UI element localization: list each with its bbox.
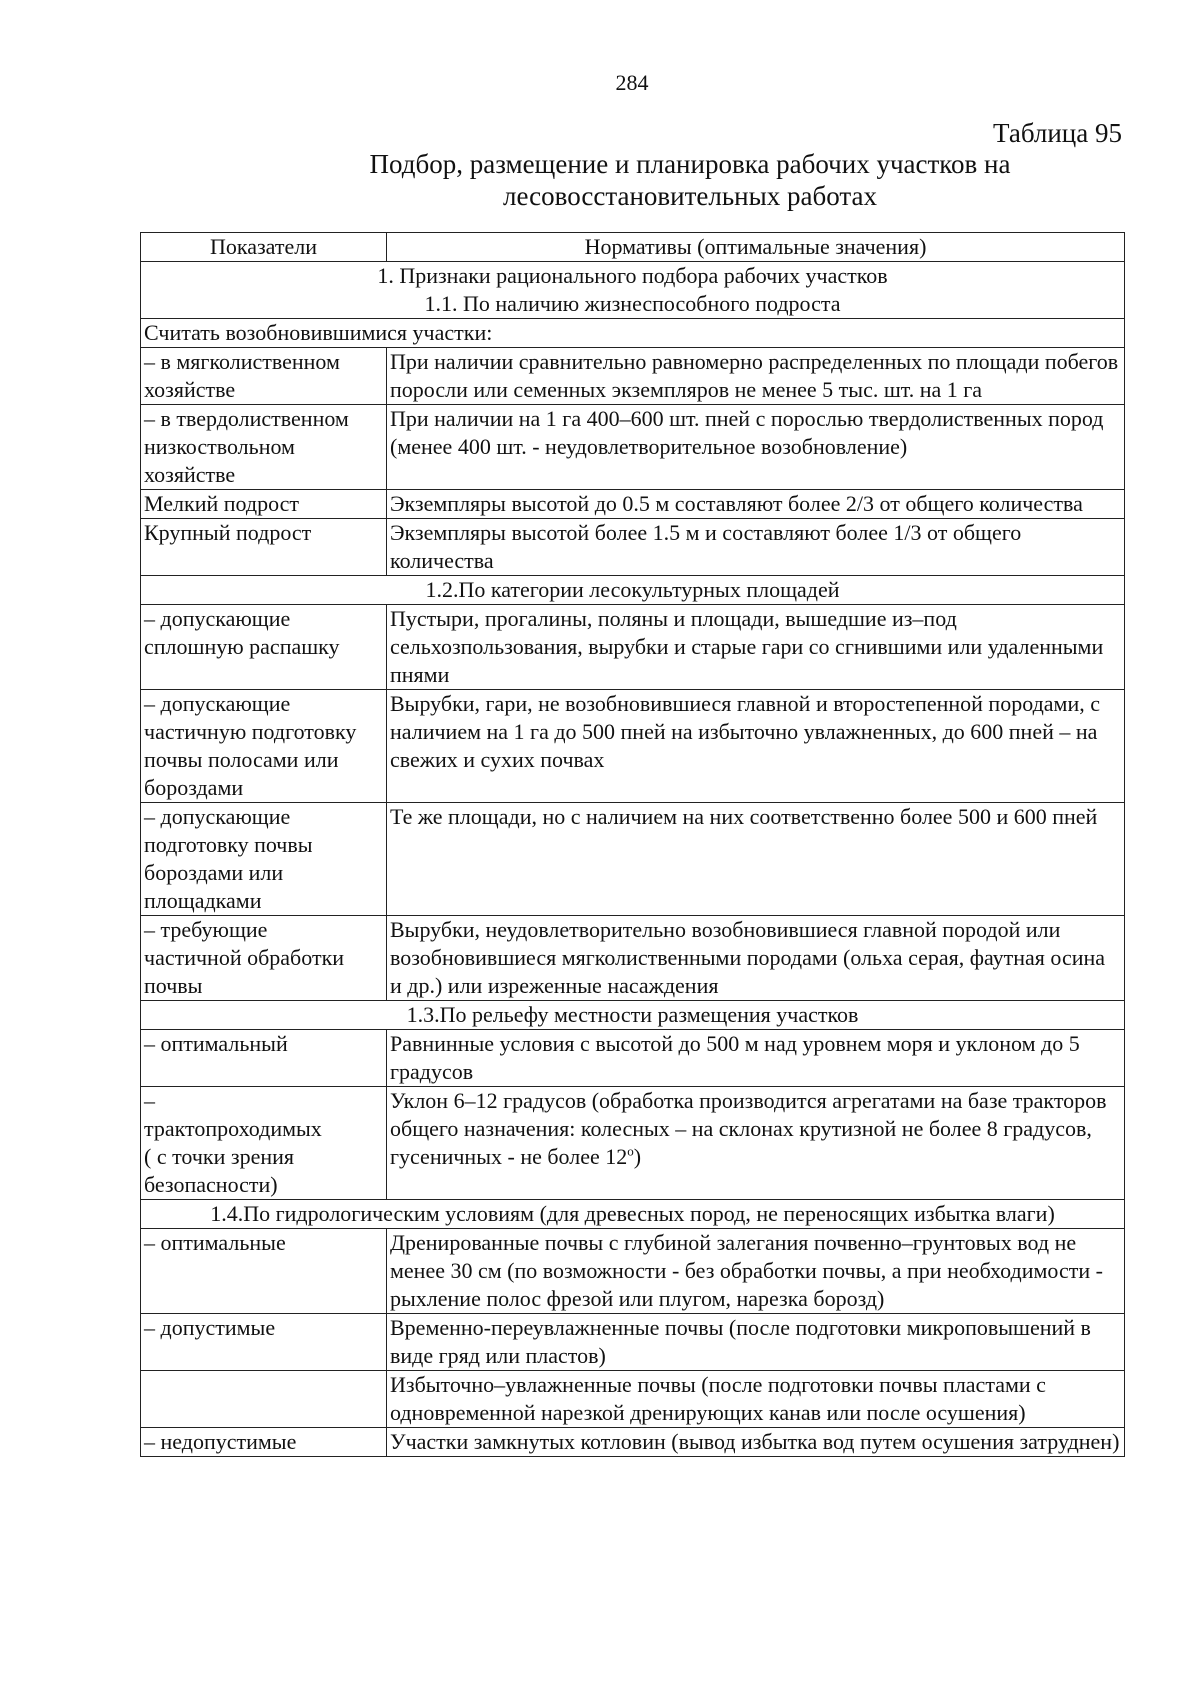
table-row — [141, 690, 1125, 803]
table-row — [141, 405, 1125, 490]
norm-cell: Пустыри, прогалины, поляны и площади, вышедшие из–под сельхозпользования, вырубки и старые гари со сгнившими или удаленными пнями — [387, 605, 1125, 690]
table-row — [141, 519, 1125, 576]
indicator-cell: – требующие частичной обработки почвы — [141, 916, 387, 1001]
table-row — [141, 1371, 1125, 1428]
table-row — [141, 1314, 1125, 1371]
section-title: 1.3.По рельефу местности размещения участков — [141, 1001, 1125, 1030]
page-number: 284 — [615, 70, 649, 95]
indicator-cell: – допускающие подготовку почвы бороздами или площадками — [141, 803, 387, 916]
section-header-row — [141, 262, 1125, 319]
indicator-cell: – в мягколиственном хозяйстве — [141, 348, 387, 405]
header-indicators: Показатели — [141, 233, 387, 262]
table-row — [141, 1229, 1125, 1314]
section-title: 1.2.По категории лесокультурных площадей — [141, 576, 1125, 605]
section-header-row — [141, 1200, 1125, 1229]
document-title — [240, 148, 1140, 212]
indicator-cell: – недопустимые — [141, 1428, 387, 1457]
norm-cell — [387, 1087, 1125, 1200]
section-title: 1.4.По гидрологическим условиям (для древесных пород, не переносящих избытка влаги) — [141, 1200, 1125, 1229]
degree-superscript: о — [627, 1143, 634, 1159]
indicator-cell: – допустимые — [141, 1314, 387, 1371]
indicator-cell: – оптимальный — [141, 1030, 387, 1087]
norm-text: Уклон 6–12 градусов (обработка производится агрегатами на базе тракторов общего назначения: колесных – на склонах крутизной не более 8 градусов, гусеничных - не более 12 — [390, 1088, 1107, 1169]
table-row — [141, 1087, 1125, 1200]
section-title: 1. Признаки рационального подбора рабочих участков 1.1. По наличию жизнеспособного подроста — [141, 262, 1125, 319]
title-line: лесовосстановительных работах — [503, 181, 877, 211]
norm-cell: При наличии на 1 га 400–600 шт. пней с порослью твердолиственных пород (менее 400 шт. - неудовлетворительное возобновление) — [387, 405, 1125, 490]
norm-cell: Вырубки, неудовлетворительно возобновившиеся главной породой или возобновившиеся мягколиственными породами (ольха серая, фаутная осина и др.) или изреженные насаждения — [387, 916, 1125, 1001]
indicator-cell: – оптимальные — [141, 1229, 387, 1314]
table-header-row — [141, 233, 1125, 262]
indicator-cell: Мелкий подрост — [141, 490, 387, 519]
indicator-cell: – допускающие частичную подготовку почвы полосами или бороздами — [141, 690, 387, 803]
section-header-row — [141, 1001, 1125, 1030]
norm-cell: Дренированные почвы с глубиной залегания почвенно–грунтовых вод не менее 30 см (по возможности - без обработки почвы, а при необходимости - рыхление полос фрезой или плугом, нарезка борозд) — [387, 1229, 1125, 1314]
full-width-row — [141, 319, 1125, 348]
table-row — [141, 803, 1125, 916]
norm-text-tail: ) — [633, 1144, 642, 1169]
norm-cell: При наличии сравнительно равномерно распределенных по площади побегов поросли или семенных экземпляров не менее 5 тыс. шт. на 1 га — [387, 348, 1125, 405]
table-row — [141, 1428, 1125, 1457]
table-row — [141, 348, 1125, 405]
table-label: Таблица 95 — [993, 118, 1122, 148]
section-header-row — [141, 576, 1125, 605]
indicator-cell: – трактопроходимых ( с точки зрения безопасности) — [141, 1087, 387, 1200]
indicator-cell — [141, 1371, 387, 1428]
row-caption: Считать возобновившимися участки: — [141, 319, 1125, 348]
norm-cell: Вырубки, гари, не возобновившиеся главной и второстепенной породами, с наличием на 1 га до 500 пней на избыточно увлажненных, до 600 пней – на свежих и сухих почвах — [387, 690, 1125, 803]
title-line: Подбор, размещение и планировка рабочих участков на — [369, 149, 1011, 179]
norm-cell: Экземпляры высотой до 0.5 м составляют более 2/3 от общего количества — [387, 490, 1125, 519]
table-row — [141, 916, 1125, 1001]
table-row — [141, 1030, 1125, 1087]
norm-cell: Экземпляры высотой более 1.5 м и составляют более 1/3 от общего количества — [387, 519, 1125, 576]
indicator-cell: Крупный подрост — [141, 519, 387, 576]
table-row — [141, 490, 1125, 519]
norm-cell: Те же площади, но с наличием на них соответственно более 500 и 600 пней — [387, 803, 1125, 916]
indicator-cell: – в твердолиственном низкоствольном хозяйстве — [141, 405, 387, 490]
norms-table — [140, 232, 1125, 1457]
indicator-cell: – допускающие сплошную распашку — [141, 605, 387, 690]
norm-cell: Избыточно–увлажненные почвы (после подготовки почвы пластами с одновременной нарезкой дренирующих канав или после осушения) — [387, 1371, 1125, 1428]
norm-cell: Равнинные условия с высотой до 500 м над уровнем моря и уклоном до 5 градусов — [387, 1030, 1125, 1087]
norm-cell: Участки замкнутых котловин (вывод избытка вод путем осушения затруднен) — [387, 1428, 1125, 1457]
norm-cell: Временно-переувлажненные почвы (после подготовки микроповышений в виде гряд или пластов) — [387, 1314, 1125, 1371]
table-row — [141, 605, 1125, 690]
header-norms: Нормативы (оптимальные значения) — [387, 233, 1125, 262]
